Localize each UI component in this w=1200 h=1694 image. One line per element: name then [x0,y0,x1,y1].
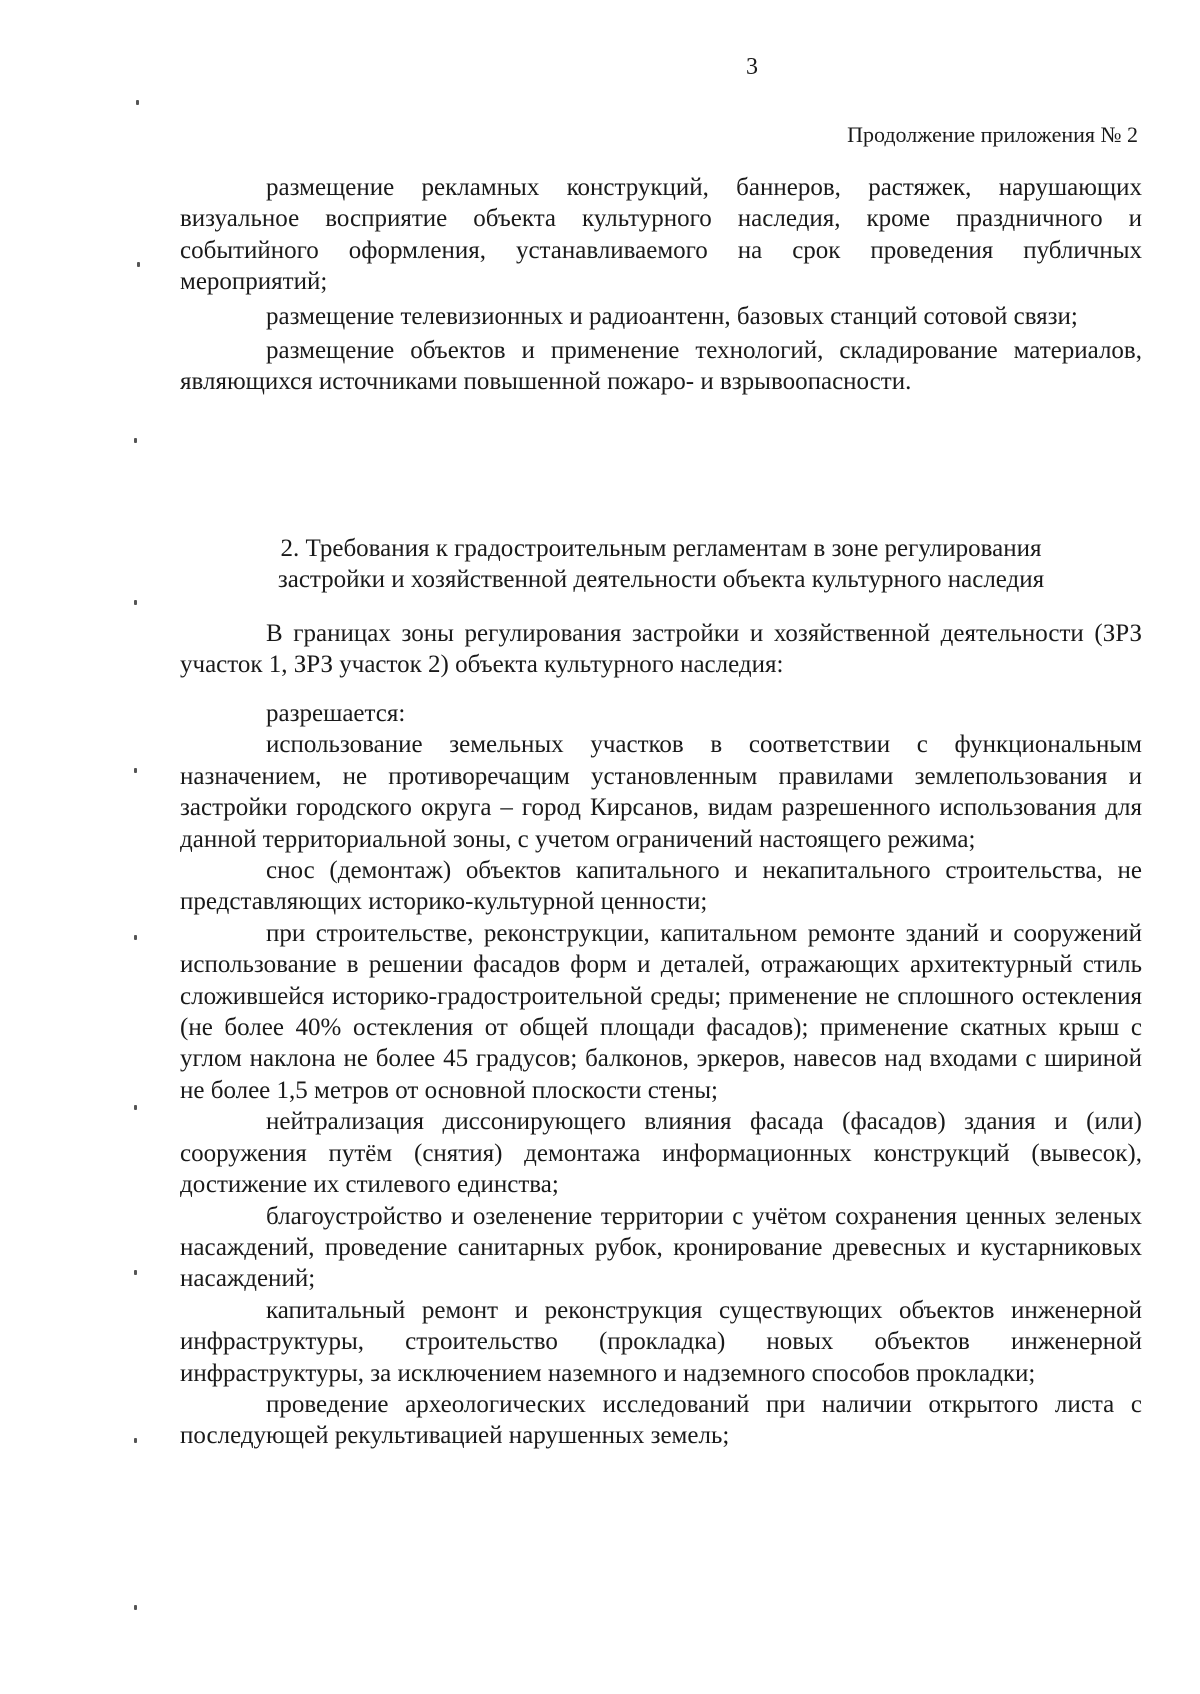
section-2-heading [180,533,1142,595]
scan-speck [134,935,137,940]
scan-speck [134,1438,137,1443]
scan-speck [134,1605,137,1610]
allowed-item-landscaping: благоустройство и озеленение территории с учётом сохранения ценных зеленых насаждений, проведение санитарных рубок, кронирование древесных и кустарниковых насаждений; [180,1202,1142,1293]
paragraph-hazardous-materials: размещение объектов и применение технологий, складирование материалов, являющихся источниками повышенной пожаро- и взрывоопасности. [180,337,1142,396]
scan-speck [134,768,137,773]
allowed-item-dissonance-neutralization: нейтрализация диссонирующего влияния фасада (фасадов) здания и (или) сооружения путём (снятия) демонтажа информационных конструкций (вывесок), достижение их стилевого единства; [180,1108,1142,1199]
scan-speck [136,100,139,105]
allowed-item-infrastructure: капитальный ремонт и реконструкция существующих объектов инженерной инфраструктуры, строительство (прокладка) новых объектов инженерной инфраструктуры, за исключением наземного и надземного способов прокладки; [180,1296,1142,1387]
section-2-intro [180,618,1142,681]
scan-speck [134,1105,137,1110]
scan-speck [134,600,137,605]
section-2-allowed-list [180,698,1142,1452]
appendix-continuation-label: Продолжение приложения № 2 [847,122,1138,147]
allowed-item-archaeology: проведение археологических исследований при наличии открытого листа с последующей рекультивацией нарушенных земель; [180,1390,1142,1450]
page-number-text: 3 [746,54,758,80]
allowed-item-land-use: использование земельных участков в соответствии с функциональным назначением, не противоречащим установленным правилами землепользования и застройки городского округа – город Кирсанов, видам разрешенного использования для данной территориальной зоны, с учетом ограничений настоящего режима; [180,731,1142,853]
paragraph-antennas: размещение телевизионных и радиоантенн, базовых станций сотовой связи; [266,302,1078,330]
allowed-item-facade-requirements: при строительстве, реконструкции, капитальном ремонте зданий и сооружений использование в решении фасадов форм и деталей, отражающих архитектурный стиль сложившейся историко-градостроительной среды; применение не сплошного остекления (не более 40% остекления от общей площади фасадов); применение скатных крыш с углом наклона не более 45 градусов; балконов, эркеров, навесов над входами с шириной не более 1,5 метров от основной плоскости стены; [180,919,1142,1104]
scan-speck [137,262,140,267]
scan-speck [134,438,137,443]
allowed-label: разрешается: [266,700,406,727]
section-2-heading-line-1: 2. Требования к градостроительным регламентам в зоне регулирования [280,535,1042,562]
section-2-heading-line-2: застройки и хозяйственной деятельности объекта культурного наследия [277,566,1045,593]
section-1-tail [180,172,1142,398]
scan-speck [134,1270,137,1275]
paragraph-advertising: размещение рекламных конструкций, баннеров, растяжек, нарушающих визуальное восприятие объекта культурного наследия, кроме праздничного и событийного оформления, устанавливаемого на срок проведения публичных мероприятий; [180,174,1142,296]
allowed-item-demolition: снос (демонтаж) объектов капитального и некапитального строительства, не представляющих историко-культурной ценности; [180,857,1142,916]
section-2-intro-paragraph: В границах зоны регулирования застройки и хозяйственной деятельности (ЗРЗ участок 1, ЗРЗ участок 2) объекта культурного наследия: [180,620,1142,679]
